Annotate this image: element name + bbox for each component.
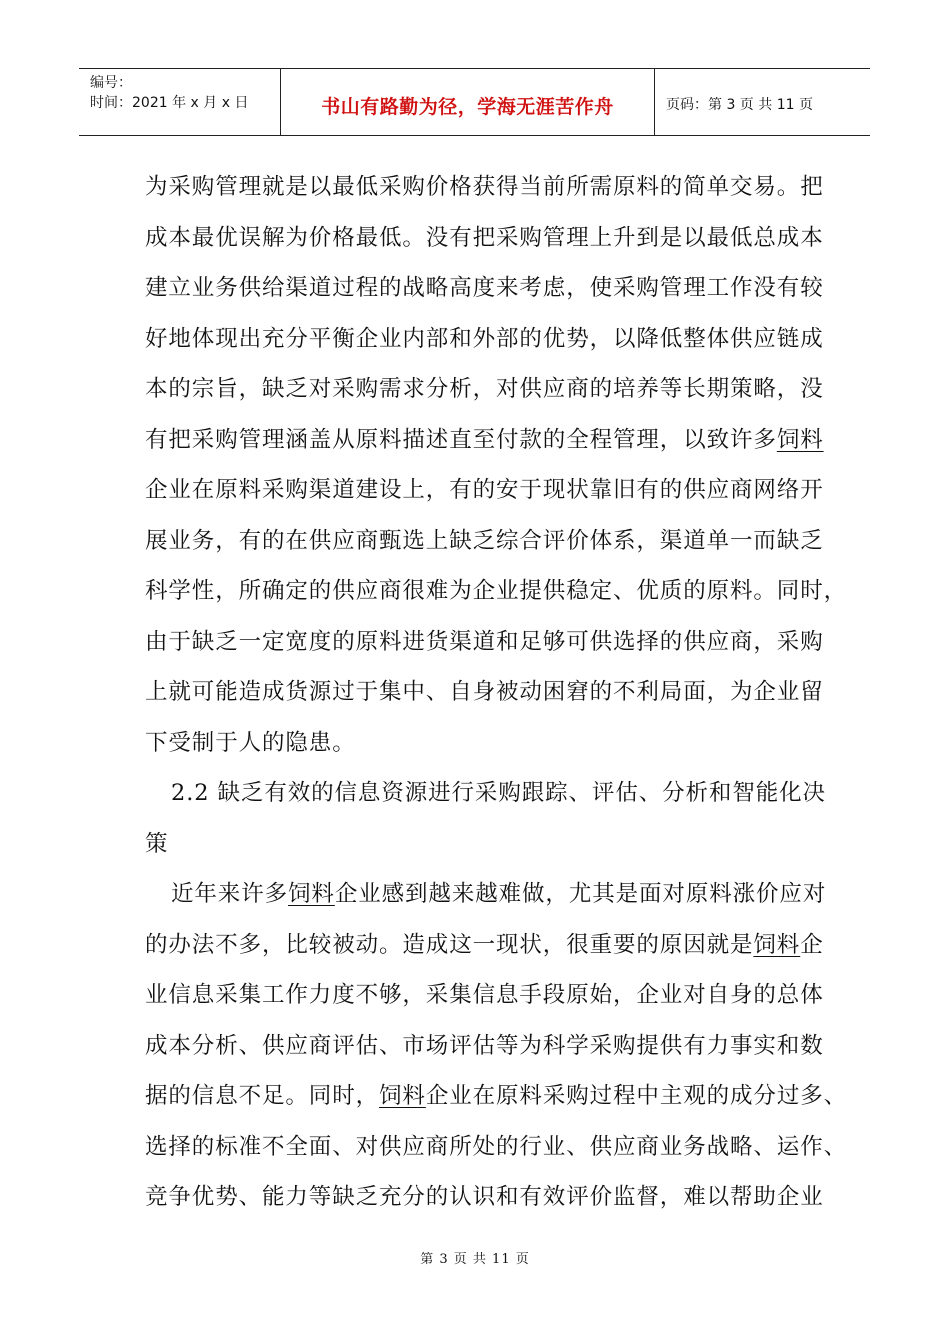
underlined-term: 饲料 (753, 931, 801, 958)
line-text: 企业在原料采购过程中主观的成分过多、 (425, 1083, 848, 1109)
text-line (145, 1071, 848, 1122)
line-text: 上就可能造成货源过于集中、自身被动困窘的不利局面，为企业留 (145, 679, 824, 705)
page-info: 页码：第 3 页 共 11 页 (666, 97, 813, 113)
underlined-term: 饲料 (379, 1083, 426, 1109)
line-text: 的办法不多，比较被动。造成这一现状，很重要的原因就是 (145, 931, 754, 958)
text-line (145, 1122, 848, 1173)
time-label: 时间：2021 年 x 月 x 日 (90, 95, 249, 111)
header-page-cell (655, 69, 870, 135)
line-text: 企 (800, 931, 824, 958)
line-text: 竞争优势、能力等缺乏充分的认识和有效评价监督，难以帮助企业 (145, 1184, 824, 1210)
text-line (145, 213, 824, 264)
text-line (145, 718, 813, 769)
line-text: 据的信息不足。同时， (145, 1083, 380, 1109)
line-text: 下受制于人的隐患。 (145, 729, 356, 756)
header-motto-cell (281, 69, 655, 135)
line-text: 建立业务供给渠道过程的战略高度来考虑，使采购管理工作没有较 (145, 275, 824, 301)
line-text: 展业务，有的在供应商甄选上缺乏综合评价体系，渠道单一而缺乏 (145, 527, 824, 554)
paragraph-1 (145, 162, 848, 768)
line-text: 成本最优误解为价格最低。没有把采购管理上升到是以最低总成本 (145, 224, 824, 251)
line-text: 由于缺乏一定宽度的原料进货渠道和足够可供选择的供应商，采购 (145, 628, 824, 655)
text-line (145, 920, 824, 971)
text-line (145, 162, 824, 213)
page-footer: 第 3 页 共 11 页 (420, 1252, 530, 1267)
line-text: 企业在原料采购渠道建设上，有的安于现状靠旧有的供应商网络开 (145, 477, 824, 503)
underlined-term: 饲料 (288, 881, 335, 907)
text-line (145, 364, 824, 415)
motto-text: 书山有路勤为径，学海无涯苦作舟 (321, 95, 614, 118)
text-line (145, 869, 827, 920)
line-text: 企业感到越来越难做，尤其是面对原料涨价应对 (334, 881, 827, 907)
line-text: 好地体现出充分平衡企业内部和外部的优势，以降低整体供应链成 (145, 325, 824, 352)
line-text: 有把采购管理涵盖从原料描述直至付款的全程管理，以致许多 (145, 426, 777, 453)
text-line (145, 970, 824, 1021)
section-heading-line: 2.2 缺乏有效的信息资源进行采购跟踪、评估、分析和智能化决 (171, 780, 826, 806)
document-body (145, 162, 848, 1223)
document-header (79, 68, 870, 136)
text-line (145, 415, 824, 466)
line-text: 业信息采集工作力度不够，采集信息手段原始，企业对自身的总体 (145, 982, 824, 1008)
line-text: 选择的标准不全面、对供应商所处的行业、供应商业务战略、运作、 (145, 1133, 848, 1160)
line-text: 为采购管理就是以最低采购价格获得当前所需原料的简单交易。把 (145, 174, 824, 200)
text-line (145, 516, 824, 567)
text-line (145, 465, 824, 516)
header-meta-cell (79, 69, 281, 135)
line-text: 成本分析、供应商评估、市场评估等为科学采购提供有力事实和数 (145, 1032, 824, 1059)
text-line (145, 314, 824, 365)
number-label: 编号： (90, 75, 132, 91)
text-line (145, 617, 824, 668)
text-line (145, 1021, 824, 1072)
line-text: 近年来许多 (171, 881, 289, 907)
underlined-term: 饲料 (776, 426, 824, 453)
text-line (145, 667, 824, 718)
line-text: 本的宗旨，缺乏对采购需求分析，对供应商的培养等长期策略，没 (145, 376, 824, 402)
text-line (145, 263, 824, 314)
paragraph-2 (145, 869, 848, 1223)
section-heading-line: 策 (145, 830, 169, 857)
text-line (145, 566, 848, 617)
line-text: 科学性，所确定的供应商很难为企业提供稳定、优质的原料。同时， (145, 578, 848, 604)
text-line (145, 1172, 824, 1223)
